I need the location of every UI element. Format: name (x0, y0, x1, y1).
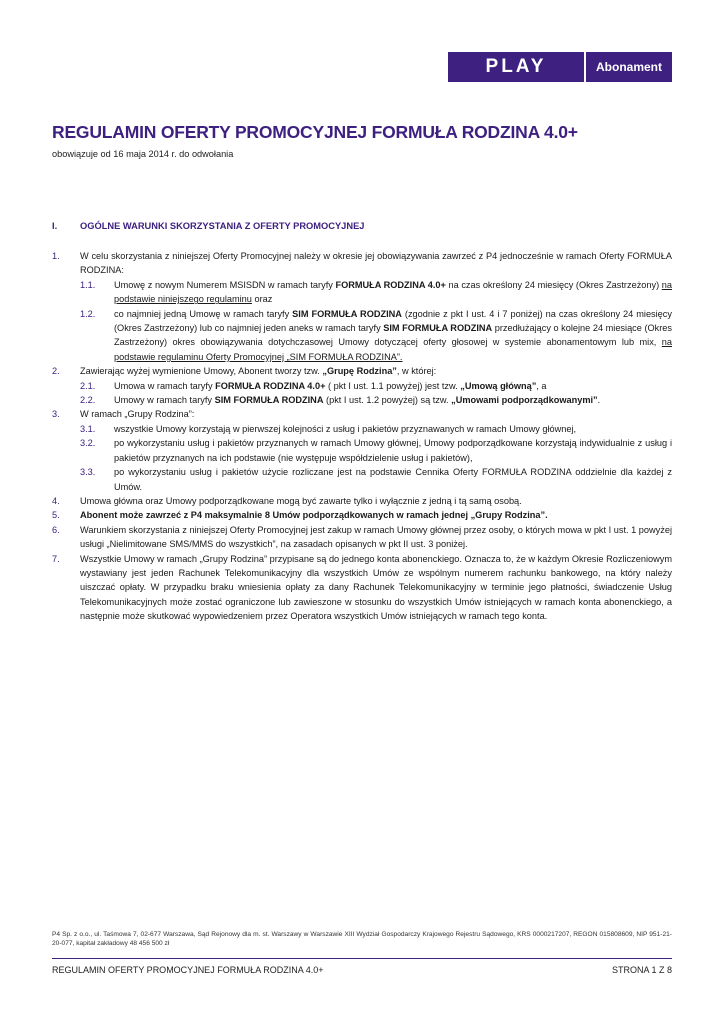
list-item (52, 364, 672, 378)
text-run: co najmniej jedną Umowę w ramach taryfy (114, 308, 293, 319)
section-number: I. (52, 221, 58, 231)
play-logo: PLAY (448, 52, 584, 82)
sub-item-number: 2.1. (80, 380, 96, 391)
sub-item (80, 422, 672, 436)
tariff-name: SIM FORMUŁA RODZINA (292, 308, 402, 319)
sub-item (80, 393, 672, 407)
item-number: 7. (52, 553, 60, 564)
footer-divider (52, 958, 672, 959)
page-subtitle: obowiązuje od 16 maja 2014 r. do odwołania (52, 149, 234, 159)
sub-item-text (114, 307, 672, 365)
underlined-text: na podstawie regulaminu Oferty Promocyjnej „SIM FORMUŁA RODZINA”. (114, 337, 672, 362)
item-number: 4. (52, 495, 60, 506)
document-body (52, 249, 672, 624)
sub-item-text: po wykorzystaniu usług i pakietów użycie rozliczane jest na podstawie Cennika Oferty FORMUŁA RODZINA oddzielnie dla każdej z Umów. (114, 467, 672, 492)
bold-term: „Umową główną” (460, 380, 537, 391)
item-text: Wszystkie Umowy w ramach „Grupy Rodzina” przypisane są do jednego konta abonenckiego. Oznacza to, że w każdym Okresie Rozliczeniowym wystawiany jest jeden Rachunek Telekomunikacyjny dla wszystkich Umów ze wspólnym numerem rachunku bankowego, na który należy uiszczać opłaty. W przypadku braku wniesienia opłaty za dany Rachunek Telekomunikacyjny w terminie jego płatności, świadczenie Usług Telekomunikacyjnych może zostać ograniczone lub zawieszone w stosunku do wszystkich Umów istniejących w ramach konta abonenckiego, a następnie może skutkować wypowiedzeniem przez Operatora wszystkich Umów istniejących w ramach tego konta. (80, 553, 672, 622)
item-number: 1. (52, 251, 60, 261)
sub-item-number: 3.3. (80, 467, 96, 478)
list-item (52, 494, 672, 508)
sub-item-text: po wykorzystaniu usług i pakietów przyznanych w ramach Umowy głównej, Umowy podporządkowane korzystają indywidualnie z usług i pakietów przyznanych na ich podstawie (nie występuje współdzielenie usług i pakietów), (114, 438, 672, 463)
text-run: . (597, 395, 601, 406)
text-run: oraz (251, 294, 273, 305)
item-text: W ramach „Grupy Rodzina”: (80, 409, 195, 420)
text-run: na czas określony 24 miesięcy (Okres Zastrzeżony) (445, 279, 662, 290)
text-run: , a (536, 380, 547, 391)
page-number: STRONA 1 Z 8 (611, 965, 672, 975)
underlined-text: na podstawie niniejszego regulaminu (114, 279, 673, 305)
list-item (52, 523, 672, 552)
list-item (52, 552, 672, 624)
sub-item-text: wszystkie Umowy korzystają w pierwszej kolejności z usług i pakietów przyznawanych w ramach Umowy głównej, (114, 423, 577, 434)
item-number: 3. (52, 409, 60, 420)
text-run: przedłużający o kolejne 24 miesiące (Okres Zastrzeżony) okres obowiązywania dotychczasowej Umowy dotyczącej oferty głosowej w systemie abonamentowym lub mix, (114, 323, 673, 348)
item-number: 2. (52, 366, 60, 377)
sub-item-number: 3.2. (80, 438, 96, 449)
item-text: W celu skorzystania z niniejszej Oferty Promocyjnej należy w okresie jej obowiązywania zawrzeć z P4 jednocześnie w ramach Oferty FORMUŁA RODZINA: (80, 251, 672, 276)
item-number: 5. (52, 510, 60, 521)
tariff-name: FORMUŁA RODZINA 4.0+ (215, 380, 326, 391)
page-title: REGULAMIN OFERTY PROMOCYJNEJ FORMUŁA RODZINA 4.0+ (52, 122, 578, 142)
sub-item-number: 2.2. (80, 395, 96, 406)
tariff-name: SIM FORMUŁA RODZINA (214, 395, 324, 406)
sub-item-number: 1.1. (80, 279, 96, 290)
text-run: (pkt I ust. 1.2 powyżej) są tzw. (323, 395, 452, 406)
sub-item (80, 465, 672, 494)
item-text: Abonent może zawrzeć z P4 maksymalnie 8 Umów podporządkowanych w ramach jednej „Grupy Rodzina”. (80, 510, 548, 521)
sub-item-text (114, 278, 672, 307)
item-text: Umowa główna oraz Umowy podporządkowane mogą być zawarte tylko i wyłącznie z jedną i tą samą osobą. (80, 495, 522, 506)
text-run: Umowę z nowym Numerem MSISDN w ramach taryfy (114, 279, 336, 290)
section-title: OGÓLNE WARUNKI SKORZYSTANIA Z OFERTY PROMOCYJNEJ (80, 221, 365, 231)
bold-term: „Umowami podporządkowanymi” (451, 395, 598, 406)
sub-item-text (114, 393, 672, 407)
item-text: Warunkiem skorzystania z niniejszej Oferty Promocyjnej jest zakup w ramach Umowy głównej przez osoby, o których mowa w pkt I ust. 1 powyżej usługi „Nielimitowane SMS/MMS do wszystkich”, na zasadach opisanych w pkt II ust. 3 poniżej. (80, 524, 672, 550)
sub-item (80, 278, 672, 307)
text-run: ( pkt I ust. 1.1 powyżej) jest tzw. (325, 380, 461, 391)
section-heading (52, 221, 364, 231)
sub-item (80, 379, 672, 393)
text-run: Zawierając wyżej wymienione Umowy, Abonent tworzy tzw. (80, 366, 323, 377)
list-item (52, 508, 672, 522)
bold-term: „Grupę Rodzina” (322, 366, 397, 377)
tariff-name: SIM FORMUŁA RODZINA (383, 323, 493, 334)
sub-item-text (114, 379, 672, 393)
text-run: , w której: (396, 366, 437, 377)
list-item (52, 407, 672, 421)
product-badge: Abonament (586, 52, 672, 82)
text-run: Umowa w ramach taryfy (114, 380, 216, 391)
item-text (80, 364, 672, 378)
footer-doc-name: REGULAMIN OFERTY PROMOCYJNEJ FORMUŁA RODZINA 4.0+ (52, 965, 324, 975)
sub-item-number: 1.2. (80, 308, 96, 319)
item-number: 6. (52, 524, 60, 535)
sub-item (80, 307, 672, 365)
sub-item-number: 3.1. (80, 423, 96, 434)
text-run: (zgodnie z pkt I ust. 4 i 7 poniżej) na czas określony 24 miesięcy (Okres Zastrzeżony) lub co najmniej jeden aneks w ramach taryfy (114, 308, 672, 334)
text-run: Umowy w ramach taryfy (114, 395, 215, 406)
brand-header (448, 52, 672, 82)
tariff-name: FORMUŁA RODZINA 4.0+ (335, 279, 446, 290)
list-item (52, 249, 672, 278)
company-legal-info: P4 Sp. z o.o., ul. Taśmowa 7, 02-677 Warszawa, Sąd Rejonowy dla m. st. Warszawy w Warszawie XIII Wydział Gospodarczy Krajowego Rejestru Sądowego, KRS 0000217207, REGON 015808609, NIP 951-21-20-077, kapitał zakładowy 48 456 500 zł (52, 931, 672, 948)
sub-item (80, 436, 672, 465)
